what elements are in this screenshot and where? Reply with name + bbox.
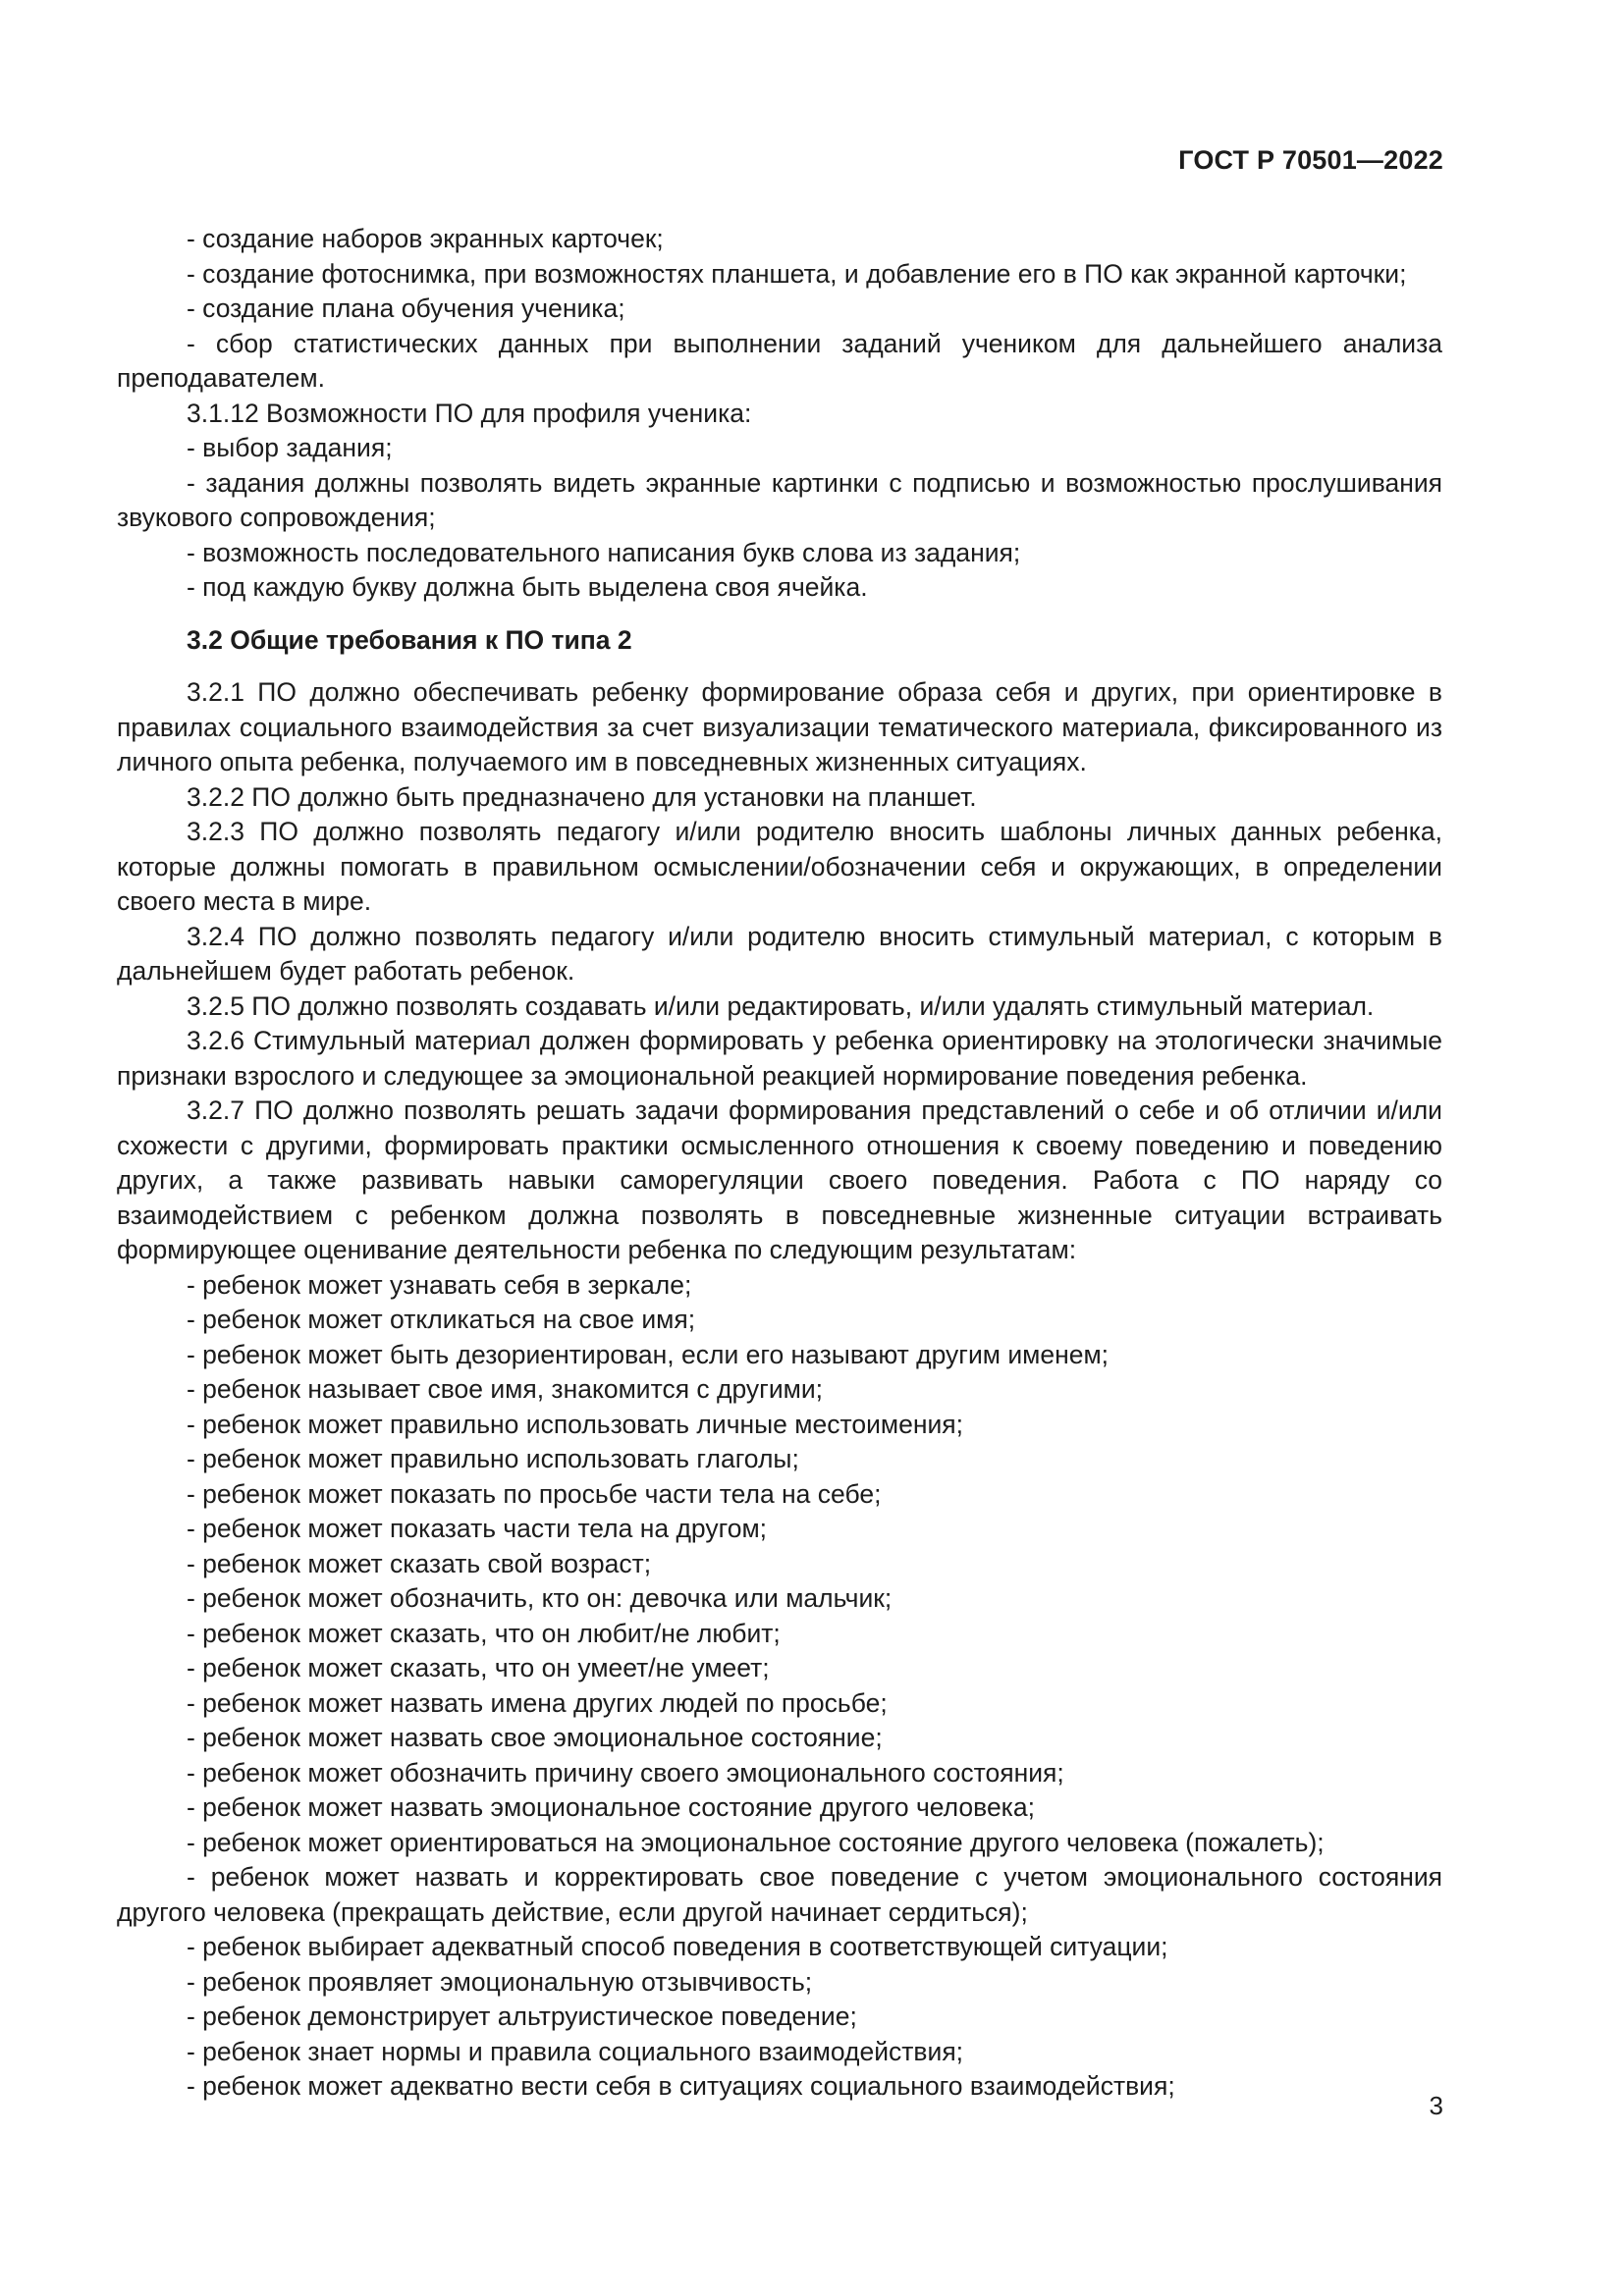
list-item: - ребенок может сказать, что он любит/не любит; (187, 1618, 781, 1648)
paragraph: 3.2.4 ПО должно позволять педагогу и/или родителю вносить стимульный материал, с которым в дальнейшем будет работать ребенок. (117, 921, 1442, 986)
list-item: - ребенок может узнавать себя в зеркале; (187, 1269, 692, 1300)
standard-header: ГОСТ Р 70501—2022 (1178, 145, 1443, 175)
list-item: - ребенок выбирает адекватный способ поведения в соответствующей ситуации; (187, 1932, 1168, 1961)
list-item: - ребенок может ориентироваться на эмоциональное состояние другого человека (пожалеть); (187, 1827, 1325, 1857)
paragraph: - под каждую букву должна быть выделена своя ячейка. (187, 572, 868, 602)
list-item: - ребенок может правильно использовать личные местоимения; (187, 1409, 963, 1439)
section-heading: 3.2 Общие требования к ПО типа 2 (187, 624, 632, 655)
paragraph: 3.2.1 ПО должно обеспечивать ребенку формирование образа себя и других, при ориентировке в правилах социального взаимодействия за счет визуализации тематического материала, фиксированного из личного опыта ребенка, получаемого им в повседневных жизненных ситуациях. (117, 677, 1442, 776)
list-item: - ребенок знает нормы и правила социального взаимодействия; (187, 2036, 964, 2066)
page-number: 3 (1429, 2091, 1443, 2120)
document-body (117, 222, 1442, 2105)
list-item: - ребенок может назвать эмоциональное состояние другого человека; (187, 1792, 1035, 1822)
paragraph: - создание плана обучения ученика; (187, 294, 625, 323)
paragraph: 3.2.3 ПО должно позволять педагогу и/или родителю вносить шаблоны личных данных ребенка, которые должны помогать в правильном осмыслении/обозначении себя и окружающих, в определении своего места в мире. (117, 817, 1442, 916)
list-item: - ребенок может назвать свое эмоциональное состояние; (187, 1723, 883, 1752)
list-item: - ребенок называет свое имя, знакомится с другими; (187, 1374, 824, 1404)
paragraph: - сбор статистических данных при выполнении заданий учеником для дальнейшего анализа преподавателем. (117, 328, 1442, 393)
list-item: - ребенок может откликаться на свое имя; (187, 1305, 696, 1334)
paragraph: - возможность последовательного написания букв слова из задания; (187, 537, 1021, 567)
list-item: - ребенок может сказать, что он умеет/не умеет; (187, 1653, 770, 1682)
paragraph: 3.2.6 Стимульный материал должен формировать у ребенка ориентировку на этологически значимые признаки взрослого и следующее за эмоциональной реакцией нормирование поведения ребенка. (117, 1026, 1442, 1091)
list-item: - ребенок может сказать свой возраст; (187, 1548, 652, 1578)
list-item: - ребенок может быть дезориентирован, если его называют другим именем; (187, 1339, 1110, 1369)
list-item: - ребенок может назвать и корректировать свое поведение с учетом эмоционального состояния другого человека (прекращать действие, если другой начинает сердиться); (117, 1862, 1442, 1927)
paragraph: - задания должны позволять видеть экранные картинки с подписью и возможностью прослушивания звукового сопровождения; (117, 467, 1442, 532)
list-item: - ребенок может показать по просьбе части тела на себе; (187, 1478, 882, 1509)
list-item: - ребенок демонстрирует альтруистическое поведение; (187, 2002, 857, 2031)
paragraph: 3.1.12 Возможности ПО для профиля ученика: (187, 398, 752, 428)
paragraph: - выбор задания; (187, 433, 393, 462)
list-item: - ребенок может правильно использовать глаголы; (187, 1444, 799, 1473)
list-item: - ребенок может показать части тела на другом; (187, 1514, 768, 1543)
list-item: - ребенок может обозначить, кто он: девочка или мальчик; (187, 1583, 893, 1613)
paragraph: 3.2.7 ПО должно позволять решать задачи формирования представлений о себе и об отличии и/или схожести с другими, формировать практики осмысленного отношения к своему поведению и поведению других, а также развивать навыки саморегуляции своего поведения. Работа с ПО наряду со взаимодействием с ребенком должна позволять в повседневные жизненные ситуации встраивать формирующее оценивание деятельности ребенка по следующим результатам: (117, 1095, 1442, 1264)
list-item: - ребенок может назвать имена других людей по просьбе; (187, 1687, 888, 1718)
paragraph: - создание фотоснимка, при возможностях планшета, и добавление его в ПО как экранной карточки; (187, 258, 1407, 289)
list-item: - ребенок проявляет эмоциональную отзывчивость; (187, 1966, 813, 1997)
paragraph: - создание наборов экранных карточек; (187, 224, 664, 253)
list-item: - ребенок может обозначить причину своего эмоционального состояния; (187, 1757, 1064, 1788)
paragraph: 3.2.2 ПО должно быть предназначено для установки на планшет. (187, 781, 977, 812)
list-item: - ребенок может адекватно вести себя в ситуациях социального взаимодействия; (187, 2071, 1175, 2101)
paragraph: 3.2.5 ПО должно позволять создавать и/или редактировать, и/или удалять стимульный материал. (187, 990, 1375, 1021)
